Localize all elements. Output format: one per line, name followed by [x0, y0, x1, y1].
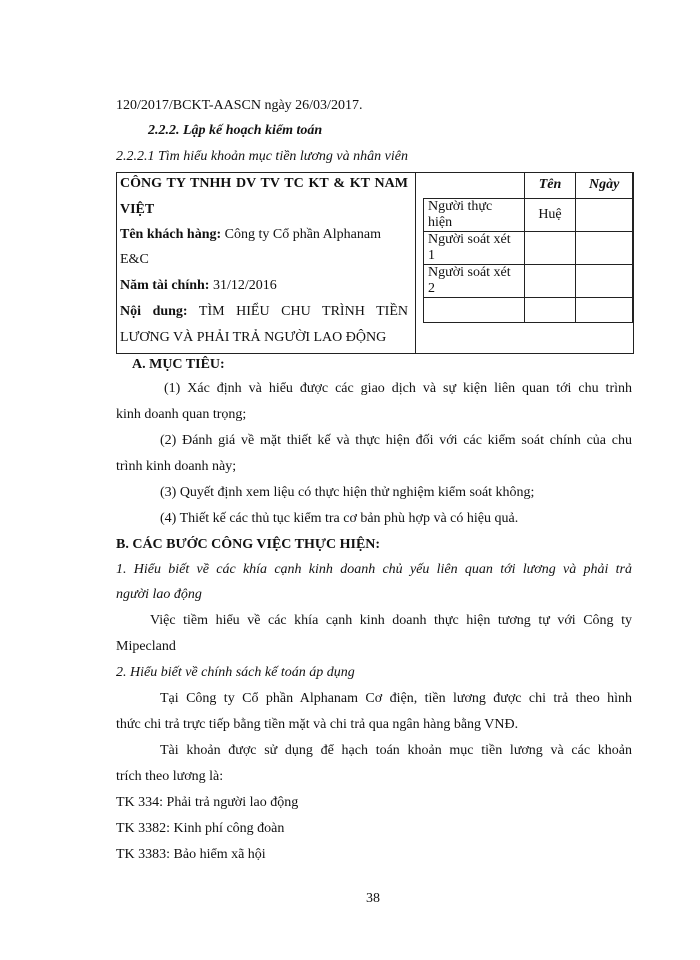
step-1-body-line2: Mipecland	[116, 639, 176, 654]
col-date-header: Ngày	[576, 173, 633, 198]
signoff-row	[424, 297, 633, 322]
fiscal-label: Năm tài chính:	[120, 278, 210, 293]
content-label: Nội dung:	[120, 304, 188, 319]
signoff-table	[423, 173, 633, 323]
step-1-heading-line1: 1. Hiểu biết về các khía cạnh kinh doanh chủ yếu liên quan tới lương và phải trả	[116, 562, 632, 577]
page-number: 38	[366, 891, 380, 906]
signoff-date	[576, 264, 633, 297]
signoff-name: Huệ	[524, 198, 576, 231]
client-value-line2: E&C	[120, 252, 149, 267]
step-2-body2-line2: trích theo lương là:	[116, 769, 224, 784]
objective-2-line2: trình kinh doanh này;	[116, 459, 237, 474]
objective-1-line2: kinh doanh quan trọng;	[116, 407, 247, 422]
working-paper-header	[116, 172, 634, 354]
signoff-date	[576, 297, 633, 322]
signoff-header-row	[424, 173, 633, 198]
client-row	[120, 226, 381, 244]
objective-3: (3) Quyết định xem liệu có thực hiện thử nghiệm kiểm soát không;	[160, 485, 535, 500]
signoff-role: Người soát xét 1	[424, 231, 525, 264]
fiscal-value: 31/12/2016	[212, 278, 277, 293]
section-a-title: A. MỤC TIÊU:	[132, 357, 225, 372]
step-1-body-line1: Việc tiềm hiểu về các khía cạnh kinh doanh thực hiện tương tự với Công ty	[150, 613, 632, 628]
signoff-role: Người thực hiện	[424, 198, 525, 231]
signoff-row	[424, 231, 633, 264]
signoff-name	[524, 264, 576, 297]
step-2-heading: 2. Hiểu biết về chính sách kế toán áp dụng	[116, 665, 355, 680]
step-1-heading-line2: người lao động	[116, 587, 202, 602]
company-name-line1: CÔNG TY TNHH DV TV TC KT & KT NAM	[120, 176, 408, 191]
reference-line: 120/2017/BCKT-AASCN ngày 26/03/2017.	[116, 98, 363, 113]
signoff-header-blank	[424, 173, 525, 198]
objective-2-line1: (2) Đánh giá về mặt thiết kế và thực hiện đối với các kiểm soát chính của chu	[160, 433, 632, 448]
signoff-row	[424, 264, 633, 297]
company-name-line2: VIỆT	[120, 202, 155, 217]
col-name-header: Tên	[524, 173, 576, 198]
content-value: TÌM HIỂU CHU TRÌNH TIỀN	[198, 304, 408, 319]
content-value-line2: LƯƠNG VÀ PHẢI TRẢ NGƯỜI LAO ĐỘNG	[120, 330, 387, 345]
header-divider	[415, 173, 416, 353]
fiscal-row	[120, 277, 277, 295]
signoff-role: Người soát xét 2	[424, 264, 525, 297]
account-item: TK 3382: Kinh phí công đoàn	[116, 821, 285, 836]
client-value: Công ty Cổ phần Alphanam	[224, 227, 381, 242]
subsection-heading: 2.2.2.1 Tìm hiểu khoản mục tiền lương và nhân viên	[116, 149, 408, 164]
signoff-name	[524, 297, 576, 322]
objective-4: (4) Thiết kế các thủ tục kiểm tra cơ bản phù hợp và có hiệu quả.	[160, 511, 519, 526]
account-item: TK 334: Phải trả người lao động	[116, 795, 299, 810]
step-2-body1-line2: thức chi trả trực tiếp bằng tiền mặt và chi trả qua ngân hàng bằng VNĐ.	[116, 717, 519, 732]
signoff-name	[524, 231, 576, 264]
signoff-row	[424, 198, 633, 231]
objective-1-line1: (1) Xác định và hiểu được các giao dịch và sự kiện liên quan tới chu trình	[164, 381, 632, 396]
signoff-date	[576, 231, 633, 264]
step-2-body2-line1: Tài khoản được sử dụng để hạch toán khoản mục tiền lương và các khoản	[160, 743, 632, 758]
section-heading: 2.2.2. Lập kế hoạch kiểm toán	[148, 123, 323, 138]
content-row	[120, 303, 408, 321]
signoff-date	[576, 198, 633, 231]
account-item: TK 3383: Bảo hiểm xã hội	[116, 847, 266, 862]
signoff-role	[424, 297, 525, 322]
step-2-body1-line1: Tại Công ty Cổ phần Alphanam Cơ điện, tiền lương được chi trả theo hình	[160, 691, 632, 706]
section-b-title: B. CÁC BƯỚC CÔNG VIỆC THỰC HIỆN:	[116, 537, 381, 552]
client-label: Tên khách hàng:	[120, 227, 222, 242]
